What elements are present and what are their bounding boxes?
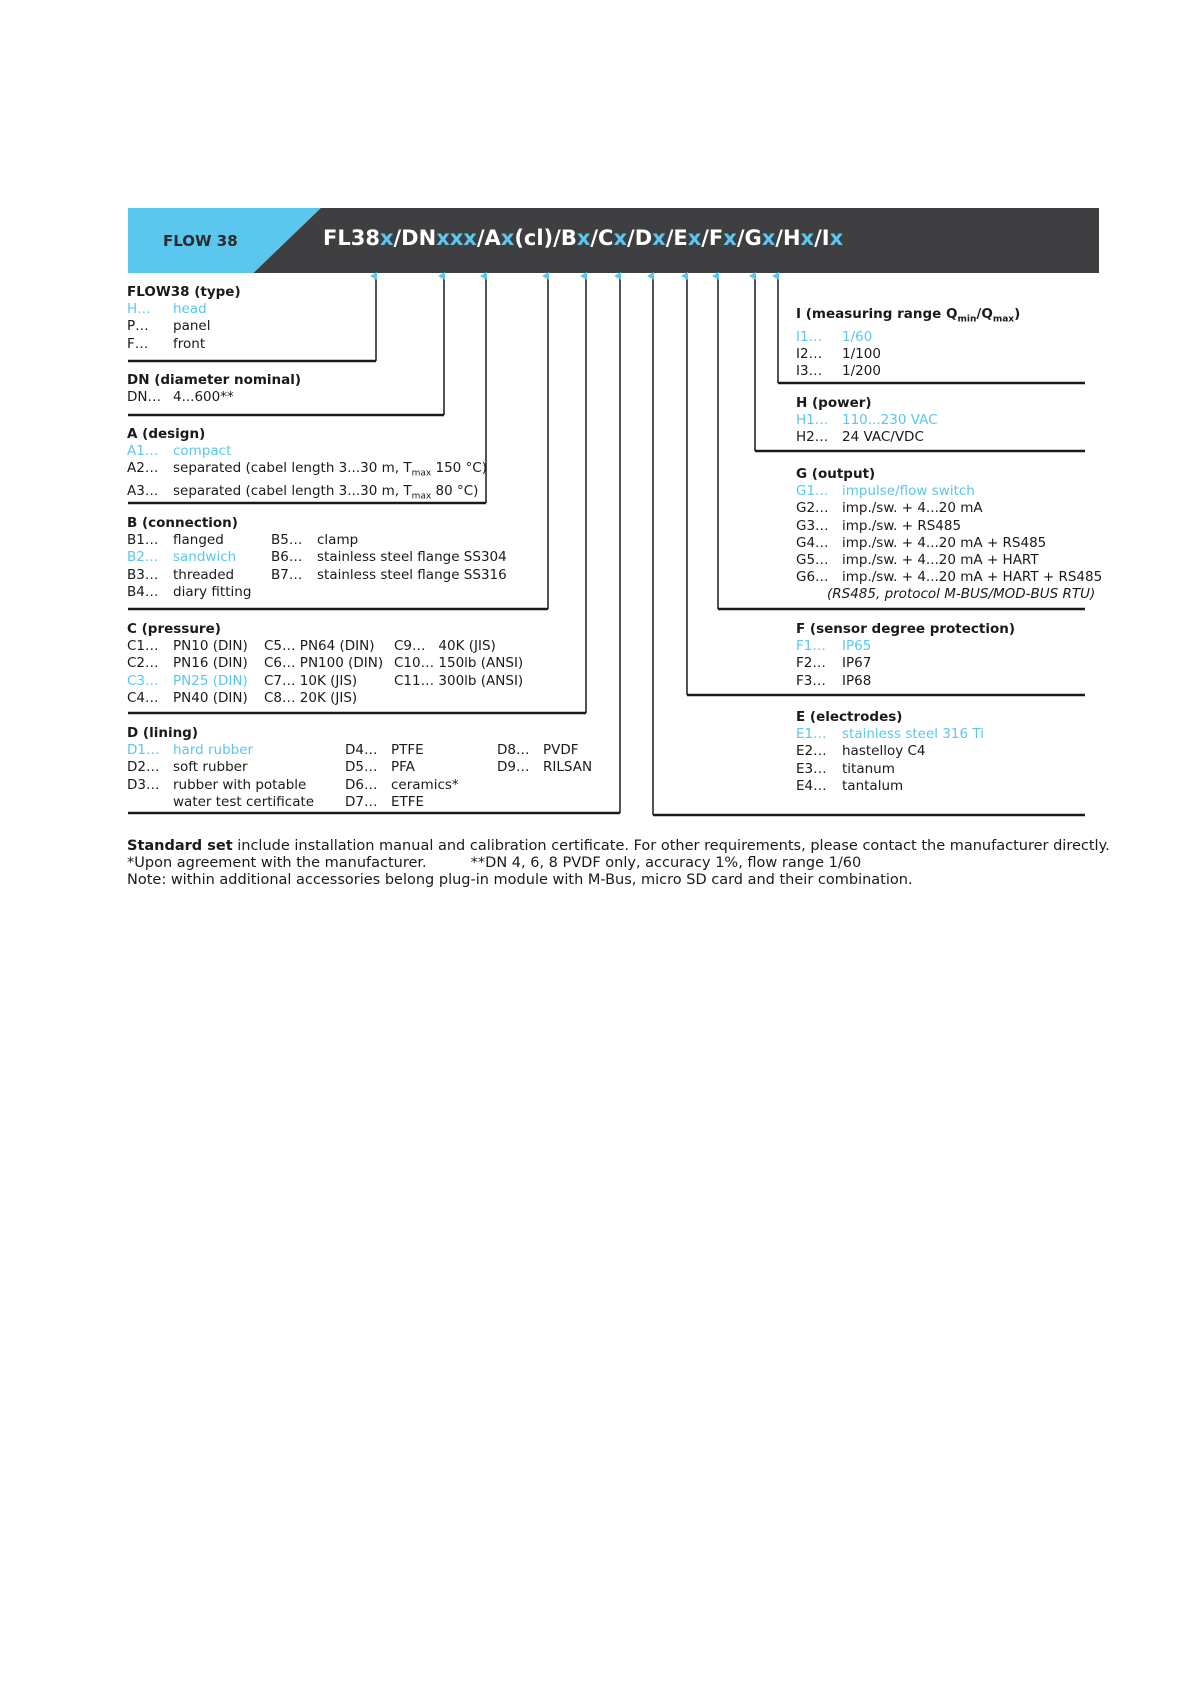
- option-label: imp./sw. + RS485: [842, 517, 962, 534]
- order-code-part: x: [576, 226, 591, 250]
- option-label: imp./sw. + 4...20 mA + HART + RS485: [842, 569, 1103, 586]
- option-label: PN16 (DIN): [173, 655, 248, 672]
- option-label: hard rubber: [173, 742, 254, 759]
- option-code: H…: [127, 301, 151, 318]
- option-code: F1…: [796, 638, 826, 655]
- order-code-part: x: [800, 226, 815, 250]
- option-label: 4...600**: [173, 389, 234, 406]
- option-label: ETFE: [391, 793, 425, 810]
- option-code: E2…: [796, 743, 827, 760]
- option-code: C4…: [127, 689, 159, 706]
- option-row: [127, 655, 264, 672]
- section-title: G (output): [796, 466, 876, 482]
- option-row: [127, 742, 345, 759]
- section-title: D (lining): [127, 725, 199, 741]
- option-row: [796, 518, 1102, 535]
- option-label: PN25 (DIN): [173, 672, 248, 689]
- section-design: [127, 426, 487, 506]
- option-code: A3…: [127, 483, 159, 500]
- option-row: C8… 20K (JIS): [264, 689, 358, 706]
- order-code-part: /A: [476, 226, 501, 250]
- option-row: [497, 759, 592, 776]
- order-code-part: /I: [814, 226, 830, 250]
- option-code: F3…: [796, 672, 826, 689]
- option-label: PN10 (DIN): [173, 638, 248, 655]
- option-label: diary fitting: [173, 583, 252, 600]
- product-name: FLOW 38: [163, 232, 238, 250]
- option-label: ceramics*: [391, 776, 459, 793]
- option-label: hastelloy C4: [842, 743, 926, 760]
- order-code-part: (cl)/B: [514, 226, 577, 250]
- section-title: H (power): [796, 395, 872, 411]
- option-label: PVDF: [543, 742, 579, 759]
- option-label: compact: [173, 443, 232, 460]
- note-standard-set: Standard set include installation manual and calibration certificate. For other requirements, please contact the manufacturer directly.: [127, 838, 1110, 854]
- option-row: [127, 549, 271, 566]
- option-code: B5…: [271, 532, 303, 549]
- section-dn: [127, 372, 301, 406]
- option-row: [796, 673, 1015, 690]
- option-label: water test certificate: [173, 793, 315, 810]
- option-row: [127, 336, 241, 353]
- option-row: [796, 569, 1102, 586]
- option-row: [796, 743, 984, 760]
- option-list: [127, 532, 271, 601]
- option-code: I2…: [796, 346, 823, 363]
- order-code-part: /DN: [393, 226, 437, 250]
- option-code: D2…: [127, 759, 160, 776]
- option-label: imp./sw. + 4...20 mA + HART: [842, 552, 1039, 569]
- option-row: [796, 638, 1015, 655]
- option-code: G6…: [796, 569, 829, 586]
- option-code: D9…: [497, 759, 530, 776]
- option-row: [345, 794, 497, 811]
- option-label: 1/100: [842, 346, 881, 363]
- option-row: [796, 412, 938, 429]
- section-power: [796, 395, 938, 447]
- option-list: [271, 532, 507, 601]
- option-label: imp./sw. + 4...20 mA: [842, 500, 983, 517]
- option-code: G2…: [796, 500, 829, 517]
- note-accessories: Note: within additional accessories belong plug-in module with M-Bus, micro SD card and their combination.: [127, 872, 913, 889]
- option-label: stainless steel flange SS304: [317, 549, 507, 566]
- option-label: clamp: [317, 532, 359, 549]
- section-protection: [796, 621, 1015, 690]
- order-code-part: /E: [665, 226, 688, 250]
- option-row: [796, 778, 984, 795]
- order-code-part: x: [652, 226, 666, 250]
- option-list: [345, 742, 497, 811]
- option-code: P…: [127, 318, 149, 335]
- option-row: [796, 761, 984, 778]
- option-code: B1…: [127, 532, 159, 549]
- section-type: [127, 284, 241, 353]
- order-code-part: /C: [590, 226, 614, 250]
- order-code-part: x: [613, 226, 628, 250]
- option-list: [796, 329, 1020, 381]
- option-label: head: [173, 301, 207, 318]
- option-code: D5…: [345, 759, 378, 776]
- option-label: separated (cabel length 3...30 m, $T_{max}$ 80 °C): [173, 483, 479, 502]
- option-list: [127, 301, 241, 353]
- option-row: [127, 638, 264, 655]
- option-row: [796, 363, 1020, 380]
- section-title: F (sensor degree protection): [796, 621, 1016, 637]
- option-row: [127, 673, 264, 690]
- option-code: G4…: [796, 534, 829, 551]
- option-list: [796, 412, 938, 446]
- option-row: [127, 301, 241, 318]
- option-label: sandwich: [173, 549, 237, 566]
- option-label: PFA: [391, 759, 415, 776]
- option-label: PTFE: [391, 742, 424, 759]
- option-code: E3…: [796, 760, 827, 777]
- option-code: C2…: [127, 655, 159, 672]
- option-list: [796, 638, 1015, 690]
- order-code-part: /D: [627, 226, 653, 250]
- section-title: C (pressure): [127, 621, 221, 637]
- option-code: F2…: [796, 655, 826, 672]
- option-row: [271, 532, 507, 549]
- option-code: G5…: [796, 552, 829, 569]
- order-code-part: /H: [775, 226, 801, 250]
- option-list: [127, 742, 345, 811]
- option-row: [127, 460, 487, 483]
- option-code: B6…: [271, 549, 303, 566]
- option-row: C9… 40K (JIS): [394, 638, 496, 655]
- option-row: [127, 759, 345, 776]
- order-code-part: x: [500, 226, 515, 250]
- option-row: [127, 318, 241, 335]
- order-code-part: /G: [736, 226, 762, 250]
- option-label: imp./sw. + 4...20 mA + RS485: [842, 534, 1047, 551]
- option-label: PN40 (DIN): [173, 689, 248, 706]
- option-code: D7…: [345, 793, 378, 810]
- option-row: [796, 346, 1020, 363]
- section-title: FLOW38 (type): [127, 284, 241, 300]
- option-code: DN…: [127, 389, 161, 406]
- option-row: [271, 567, 507, 584]
- section-title: A (design): [127, 426, 206, 442]
- option-label: rubber with potable: [173, 776, 307, 793]
- option-code: B3…: [127, 566, 159, 583]
- section-connection: [127, 515, 507, 601]
- option-code: E4…: [796, 777, 827, 794]
- option-code: D3…: [127, 776, 160, 793]
- option-row: [127, 567, 271, 584]
- option-code: A1…: [127, 443, 159, 460]
- option-row: C7… 10K (JIS): [264, 672, 358, 689]
- order-code-part: x: [829, 226, 844, 250]
- option-code: D6…: [345, 776, 378, 793]
- option-label: impulse/flow switch: [842, 483, 975, 500]
- option-row: [796, 655, 1015, 672]
- option-label: 1/200: [842, 363, 881, 380]
- option-list-plain: [394, 638, 523, 707]
- option-code: B2…: [127, 549, 159, 566]
- order-code-part: x: [379, 226, 394, 250]
- option-row: [127, 389, 301, 406]
- section-title: E (electrodes): [796, 709, 903, 725]
- option-list-plain: [264, 638, 394, 707]
- option-row: C6… PN100 (DIN): [264, 655, 384, 672]
- option-code: B7…: [271, 566, 303, 583]
- option-row: [796, 726, 984, 743]
- option-label: RILSAN: [543, 759, 593, 776]
- option-row: C10… 150lb (ANSI): [394, 655, 524, 672]
- option-label: panel: [173, 318, 211, 335]
- option-code: G1…: [796, 483, 829, 500]
- order-code-part: FL38: [323, 226, 380, 250]
- option-label: threaded: [173, 566, 235, 583]
- option-row: [127, 443, 487, 460]
- option-row: [796, 552, 1102, 569]
- option-label: separated (cabel length 3...30 m, $T_{max}$ 150 °C): [173, 460, 487, 480]
- option-row: [271, 549, 507, 566]
- option-label: stainless steel 316 Ti: [842, 726, 984, 743]
- option-label: front: [173, 335, 206, 352]
- option-row: [345, 777, 497, 794]
- order-code-part: xxx: [436, 226, 477, 250]
- note-agreement: *Upon agreement with the manufacturer. **DN 4, 6, 8 PVDF only, accuracy 1%, flow range 1/60: [127, 855, 862, 872]
- output-note: (RS485, protocol M-BUS/MOD-BUS RTU): [827, 586, 1096, 603]
- option-label: 110...230 VAC: [842, 412, 938, 429]
- section-title: I (measuring range $Q_{min}/Q_{max}$): [796, 306, 1021, 325]
- option-code: F…: [127, 335, 149, 352]
- option-label: IP65: [842, 638, 872, 655]
- option-code: D8…: [497, 742, 530, 759]
- option-row: [796, 429, 938, 446]
- option-code: I1…: [796, 328, 823, 345]
- option-code: D1…: [127, 742, 160, 759]
- option-code: [127, 794, 173, 811]
- option-label: tantalum: [842, 777, 904, 794]
- option-row: [345, 742, 497, 759]
- option-row: [345, 759, 497, 776]
- order-code-part: /F: [701, 226, 724, 250]
- option-label: titanum: [842, 760, 895, 777]
- option-row: [796, 329, 1020, 346]
- option-code: B4…: [127, 583, 159, 600]
- option-row: [497, 742, 592, 759]
- option-code: C3…: [127, 672, 159, 689]
- option-code: I3…: [796, 363, 823, 380]
- option-row: [127, 532, 271, 549]
- section-range: [796, 306, 1020, 381]
- order-code-part: x: [761, 226, 776, 250]
- section-title: DN (diameter nominal): [127, 372, 302, 388]
- option-label: IP68: [842, 672, 872, 689]
- section-pressure: [127, 621, 523, 707]
- option-code: A2…: [127, 460, 159, 477]
- option-label: stainless steel flange SS316: [317, 566, 507, 583]
- option-row: [127, 690, 264, 707]
- section-electrodes: [796, 709, 984, 795]
- option-list: [796, 483, 1102, 586]
- option-row: C11… 300lb (ANSI): [394, 672, 524, 689]
- option-code: G3…: [796, 517, 829, 534]
- option-code: D4…: [345, 742, 378, 759]
- option-label: IP67: [842, 655, 872, 672]
- option-row: [796, 535, 1102, 552]
- order-code-part: x: [723, 226, 737, 250]
- section-output: [796, 466, 1102, 604]
- notes-block: [127, 838, 1110, 890]
- option-code: H2…: [796, 429, 829, 446]
- option-row: C5… PN64 (DIN): [264, 638, 375, 655]
- section-lining: [127, 725, 592, 811]
- option-row: [127, 483, 487, 506]
- option-list: [497, 742, 592, 811]
- option-label: soft rubber: [173, 759, 248, 776]
- option-code: H1…: [796, 412, 829, 429]
- order-code-part: x: [687, 226, 702, 250]
- option-row: [127, 794, 345, 811]
- option-list: [127, 638, 264, 707]
- option-code: E1…: [796, 726, 827, 743]
- option-list: [796, 726, 984, 795]
- option-row: [127, 584, 271, 601]
- option-code: C1…: [127, 638, 159, 655]
- option-label: flanged: [173, 532, 224, 549]
- section-title: B (connection): [127, 515, 238, 531]
- option-row: [127, 777, 345, 794]
- option-row: [796, 500, 1102, 517]
- option-label: 24 VAC/VDC: [842, 429, 924, 446]
- option-label: 1/60: [842, 328, 873, 345]
- option-row: [796, 483, 1102, 500]
